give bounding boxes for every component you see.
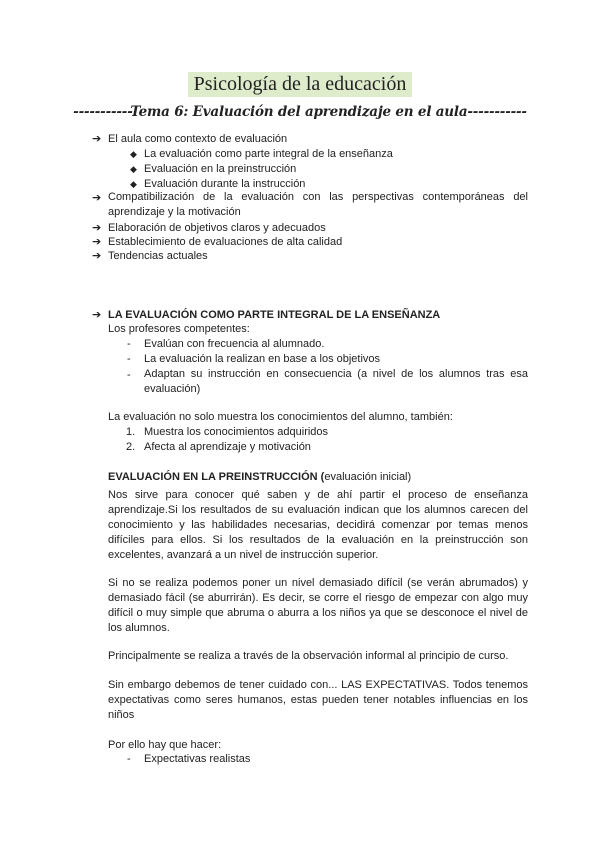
diamond-bullet-icon: ◆ [130, 179, 137, 189]
paragraph: Por ello hay que hacer: [108, 739, 222, 751]
paragraph: La evaluación no solo muestra los conocimientos del alumno, también: [108, 411, 453, 423]
section-heading-bold: EVALUACIÓN EN LA PREINSTRUCCIÓN ( [108, 471, 325, 483]
outline-item: Elaboración de objetivos claros y adecuados [108, 222, 326, 234]
paragraph: Sin embargo debemos de tener cuidado con... LAS EXPECTATIVAS. Todos tenemos expectativas como seres humanos, estas pueden tener notables influencias en los niños [108, 679, 528, 721]
list-item: Adaptan su instrucción en consecuencia (a nivel de los alumnos tras esa evaluación) [144, 368, 528, 395]
dash-bullet: - [127, 369, 131, 381]
arrow-icon: ➔ [92, 133, 102, 145]
page-title: Psicología de la educación [188, 72, 413, 97]
title-wrap [0, 72, 600, 97]
outline-subitem: Evaluación durante la instrucción [144, 178, 306, 190]
arrow-icon: ➔ [92, 236, 102, 248]
page-subtitle: -----------Tema 6: Evaluación del aprendizaje en el aula----------- [73, 104, 527, 120]
number-marker: 1. [126, 426, 136, 438]
section-heading: LA EVALUACIÓN COMO PARTE INTEGRAL DE LA ENSEÑANZA [108, 309, 441, 321]
dash-bullet: - [127, 338, 131, 350]
list-item: Afecta al aprendizaje y motivación [144, 441, 311, 453]
paragraph: Nos sirve para conocer qué saben y de ahí partir el proceso de enseñanza aprendizaje.Si los resultados de su evaluación indican que los alumnos carecen del conocimiento y las habilidades necesarias, decidirá comenzar por temas menos difíciles para ellos. Si los resultados de la evaluación en la preinstrucción son excelentes, avanzará a un nivel de instrucción superior. [108, 489, 528, 561]
section-intro: Los profesores competentes: [108, 323, 250, 335]
paragraph: Si no se realiza podemos poner un nivel demasiado difícil (se verán abrumados) y demasiado fácil (se aburrirán). Es decir, se corre el riesgo de empezar con algo muy difícil o muy simple que abruma o aburra a los niños ya que se desconoce el nivel de los alumnos. [108, 577, 528, 634]
list-item: Muestra los conocimientos adquiridos [144, 426, 329, 438]
outline-item: Establecimiento de evaluaciones de alta calidad [108, 236, 343, 248]
diamond-bullet-icon: ◆ [130, 149, 137, 159]
arrow-icon: ➔ [92, 192, 102, 204]
arrow-icon: ➔ [92, 250, 102, 262]
dash-bullet: - [127, 753, 131, 765]
list-item: Evalúan con frecuencia al alumnado. [144, 338, 325, 350]
outline-item: El aula como contexto de evaluación [108, 133, 288, 145]
number-marker: 2. [126, 441, 136, 453]
diamond-bullet-icon: ◆ [130, 164, 137, 174]
section-heading [108, 470, 411, 484]
outline-subitem: La evaluación como parte integral de la enseñanza [144, 148, 393, 160]
outline-item: Compatibilización de la evaluación con las perspectivas contemporáneas del aprendizaje y la motivación [108, 191, 528, 218]
paragraph: Principalmente se realiza a través de la observación informal al principio de curso. [108, 650, 509, 662]
dash-bullet: - [127, 353, 131, 365]
outline-item: Tendencias actuales [108, 250, 208, 262]
arrow-icon: ➔ [92, 309, 102, 321]
section-heading-normal: evaluación inicial) [324, 471, 412, 483]
arrow-icon: ➔ [92, 222, 102, 234]
outline-subitem: Evaluación en la preinstrucción [144, 163, 297, 175]
list-item: La evaluación la realizan en base a los objetivos [144, 353, 381, 365]
list-item: Expectativas realistas [144, 753, 251, 765]
